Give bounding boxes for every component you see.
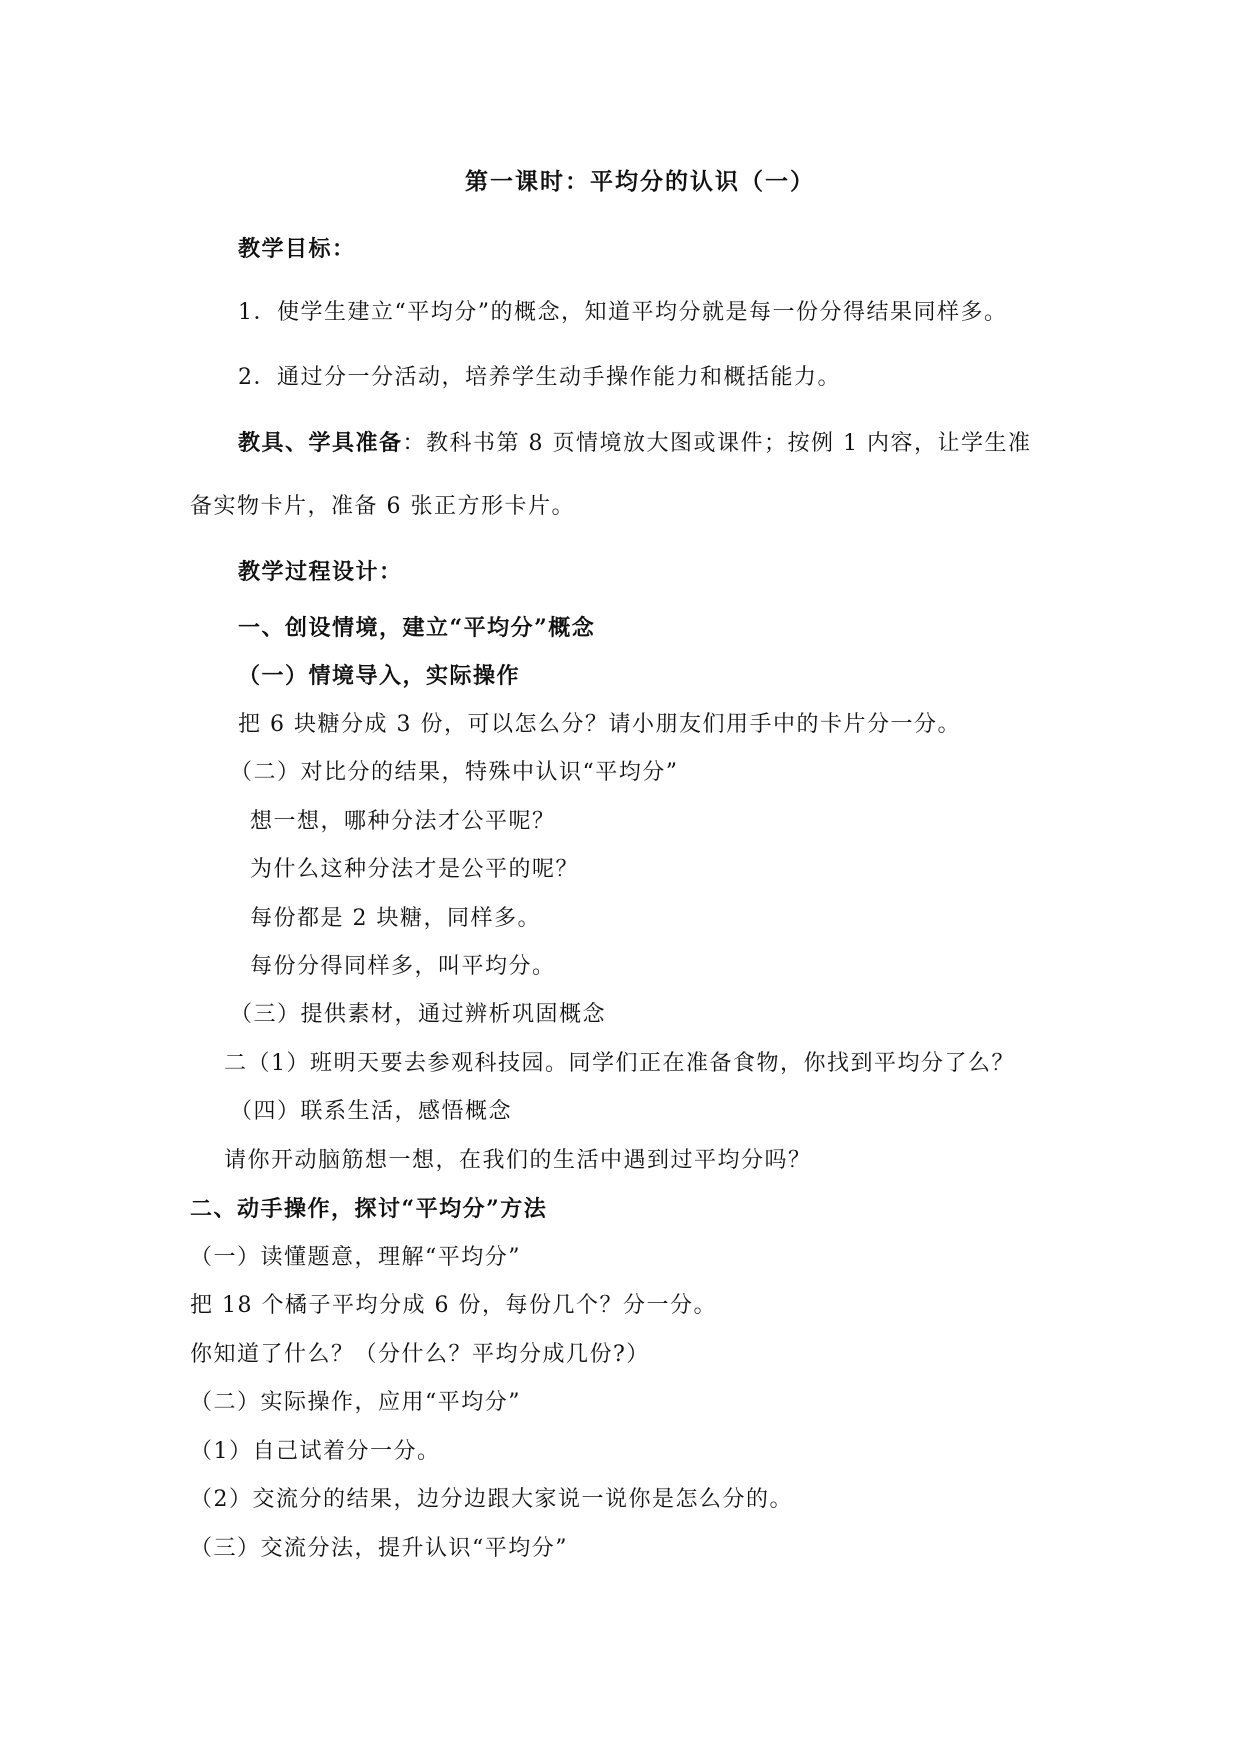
section-1-text-3: 为什么这种分法才是公平的呢？ (250, 857, 580, 882)
prep-paragraph-line-1 (238, 428, 1031, 459)
section-1-text-7: 请你开动脑筋想一想，在我们的生活中遇到过平均分吗？ (224, 1148, 812, 1173)
section-2-subheading-3: （三）交流分法，提升认识“平均分” (190, 1536, 568, 1561)
section-1-text-4: 每份都是 2 块糖，同样多。 (250, 906, 541, 931)
section-1-text-5: 每份分得同样多，叫平均分。 (250, 954, 556, 979)
section-2-subheading-1: （一）读懂题意，理解“平均分” (190, 1245, 521, 1270)
process-heading: 教学过程设计： (238, 559, 403, 585)
section-2-text-3: （1）自己试着分一分。 (190, 1439, 441, 1464)
prep-text-1: ：教科书第 8 页情境放大图或课件；按例 1 内容，让学生准 (402, 431, 1032, 456)
objectives-heading: 教学目标： (238, 236, 356, 262)
section-1-subheading-1: （一）情境导入，实际操作 (238, 663, 521, 689)
objective-2: 2．通过分一分活动，培养学生动手操作能力和概括能力。 (238, 365, 841, 390)
section-2-text-2: 你知道了什么？（分什么？平均分成几份?） (190, 1342, 650, 1367)
section-1-heading: 一、创设情境，建立“平均分”概念 (238, 615, 596, 641)
section-1-subheading-3: （三）提供素材，通过辨析巩固概念 (230, 1002, 607, 1027)
section-1-text-2: 想一想，哪种分法才公平呢？ (250, 809, 556, 834)
section-1-text-1: 把 6 块糖分成 3 份，可以怎么分？请小朋友们用手中的卡片分一分。 (238, 712, 961, 737)
page-title: 第一课时：平均分的认识（一） (465, 168, 815, 195)
prep-paragraph-line-2: 备实物卡片，准备 6 张正方形卡片。 (190, 494, 575, 519)
objective-1: 1．使学生建立“平均分”的概念，知道平均分就是每一份分得结果同样多。 (238, 300, 1008, 325)
section-1-subheading-2: （二）对比分的结果，特殊中认识“平均分” (230, 760, 679, 785)
section-2-subheading-2: （二）实际操作，应用“平均分” (190, 1390, 521, 1415)
section-2-text-4: （2）交流分的结果，边分边跟大家说一说你是怎么分的。 (190, 1487, 793, 1512)
section-1-subheading-4: （四）联系生活，感悟概念 (230, 1099, 513, 1124)
section-2-text-1: 把 18 个橘子平均分成 6 份，每份几个？分一分。 (190, 1293, 717, 1318)
section-1-text-6: 二（1）班明天要去参观科技园。同学们正在准备食物，你找到平均分了么？ (224, 1051, 1015, 1076)
prep-label: 教具、学具准备 (238, 430, 403, 456)
section-2-heading: 二、动手操作，探讨“平均分”方法 (190, 1196, 548, 1222)
